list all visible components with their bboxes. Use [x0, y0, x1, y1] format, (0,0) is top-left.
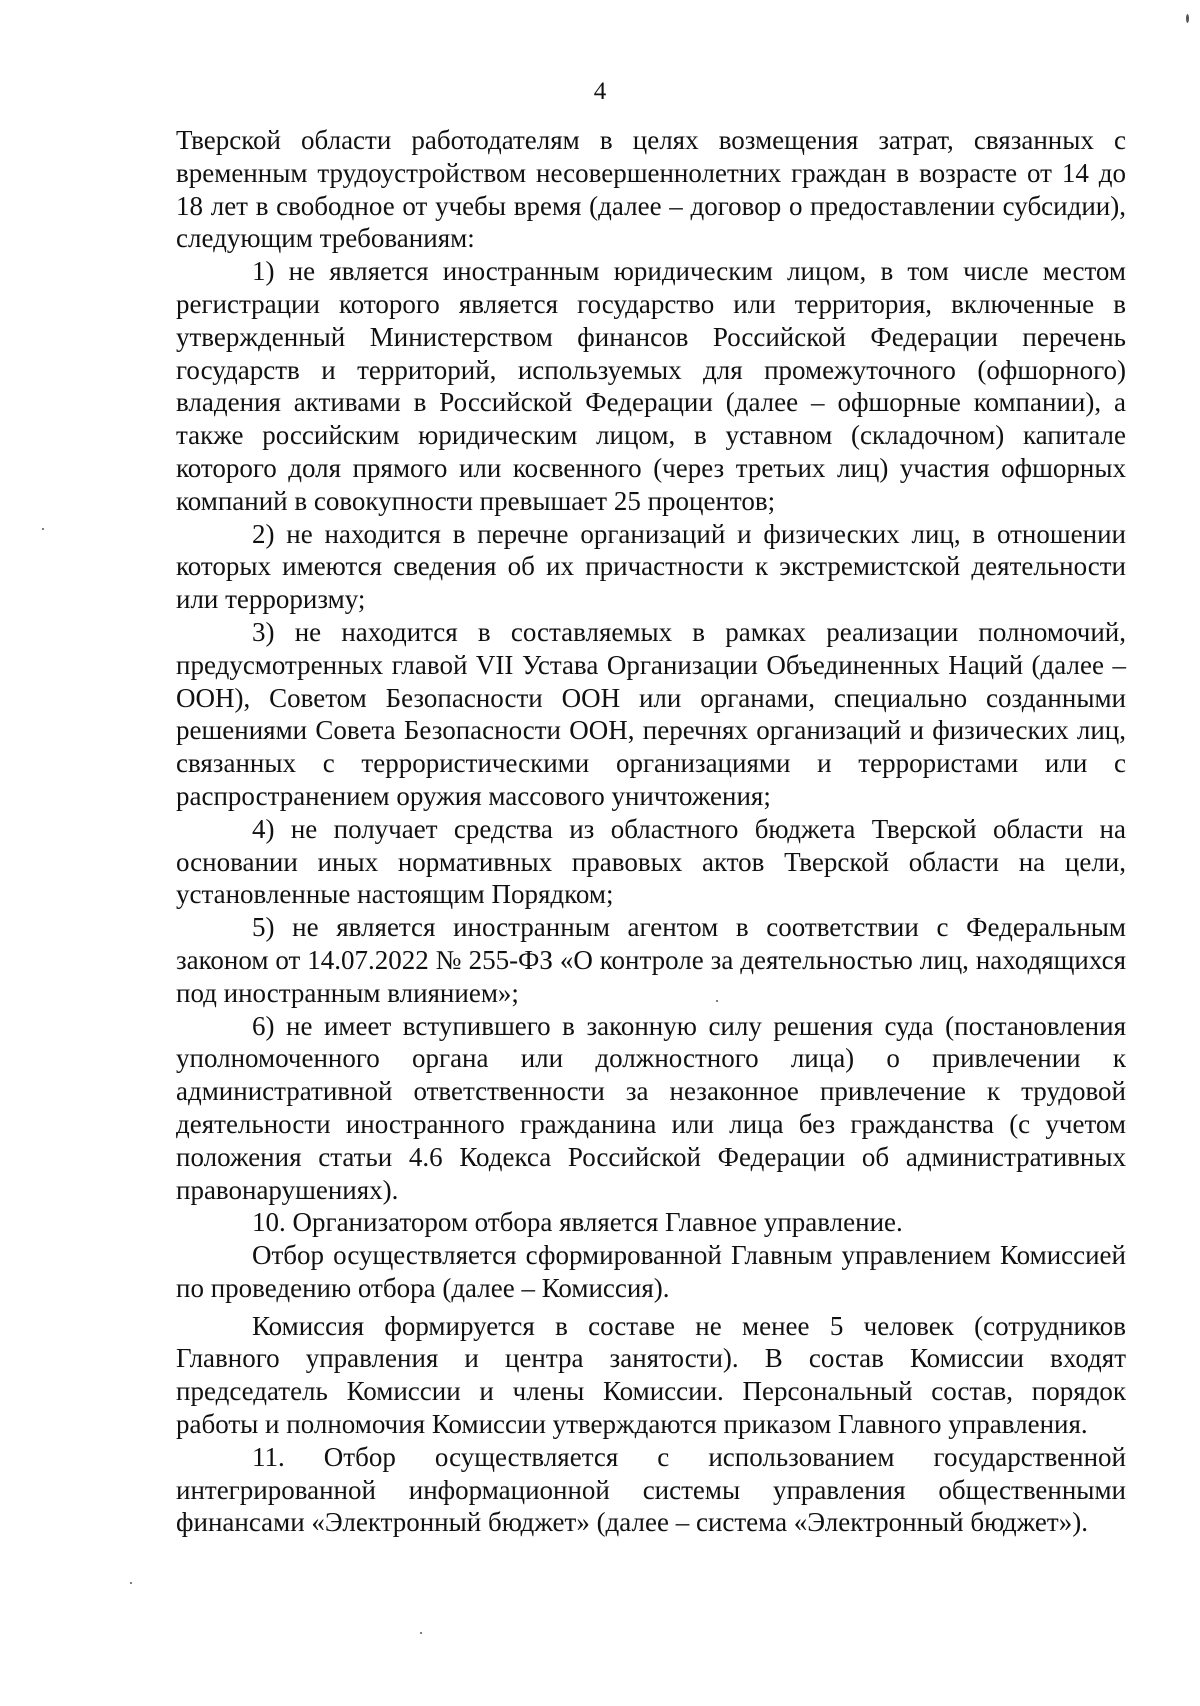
page-number: 4 — [593, 78, 607, 105]
paragraph-item-3: 3) не находится в составляемых в рамках реализации полномочий, предусмотренных главой VII Устава Организации Объединенных Наций (далее – ООН), Советом Безопасности ООН или органами, специально созданными решениями Совета Безопасности ООН, перечнях организаций и физических лиц, связанных с террористическими организациями и террористами или с распространением оружия массового уничтожения; — [176, 616, 1126, 811]
paragraph-item-1: 1) не является иностранным юридическим лицом, в том числе местом регистрации которого является государство или территория, включенные в утвержденный Министерством финансов Российской Федерации перечень государств и территорий, используемых для промежуточного (офшорного) владения активами в Российской Федерации (далее – офшорные компании), а также российским юридическим лицом, в уставном (складочном) капитале которого доля прямого или косвенного (через третьих лиц) участия офшорных компаний в совокупности превышает 25 процентов; — [176, 256, 1126, 516]
scan-speck — [420, 1632, 422, 1634]
paragraph-point-10-composition: Комиссия формируется в составе не менее 5 человек (сотрудников Главного управления и центра занятости). В состав Комиссии входят председатель Комиссии и члены Комиссии. Персональный состав, порядок работы и полномочия Комиссии утверждаются приказом Главного управления. — [176, 1310, 1126, 1440]
paragraph-item-5: 5) не является иностранным агентом в соответствии с Федеральным законом от 14.07.2022 № 255-ФЗ «О контроле за деятельностью лиц, находящихся под иностранным влиянием»; — [176, 912, 1126, 1008]
paragraph-item-2: 2) не находится в перечне организаций и физических лиц, в отношении которых имеются сведения об их причастности к экстремистской деятельности или терроризму; — [176, 518, 1126, 615]
paragraph-point-11: 11. Отбор осуществляется с использованием государственной интегрированной информационной системы управления общественными финансами «Электронный бюджет» (далее – система «Электронный бюджет»). — [176, 1441, 1126, 1538]
scan-speck — [716, 1000, 718, 1002]
paragraph-continuation: Тверской области работодателям в целях возмещения затрат, связанных с временным трудоустройством несовершеннолетних граждан в возрасте от 14 до 18 лет в свободное от учебы время (далее – договор о предоставлении субсидии), следующим требованиям: — [176, 125, 1126, 254]
paragraph-point-10: 10. Организатором отбора является Главное управление. — [252, 1207, 903, 1238]
paragraph-point-10-commission: Отбор осуществляется сформированной Главным управлением Комиссией по проведению отбора (далее – Комиссия). — [176, 1240, 1126, 1303]
paragraph-item-6: 6) не имеет вступившего в законную силу решения суда (постановления уполномоченного органа или должностного лица) о привлечении к административной ответственности за незаконное привлечение к трудовой деятельности иностранного гражданина или лица без гражданства (с учетом положения статьи 4.6 Кодекса Российской Федерации об административных правонарушениях). — [176, 1010, 1126, 1205]
scan-speck — [42, 528, 44, 530]
scan-speck — [1186, 14, 1189, 23]
paragraph-item-4: 4) не получает средства из областного бюджета Тверской области на основании иных нормативных правовых актов Тверской области на цели, установленные настоящим Порядком; — [176, 813, 1126, 910]
document-body — [176, 124, 1126, 1539]
scan-speck — [130, 1582, 132, 1584]
